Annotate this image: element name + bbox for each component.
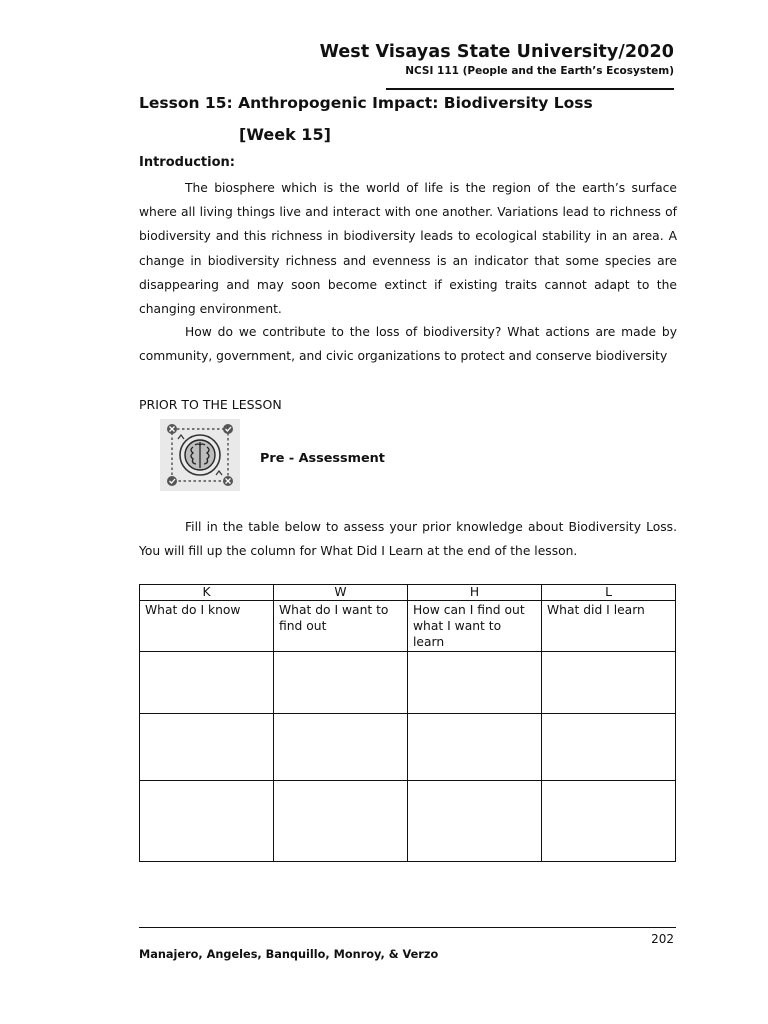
brain-cycle-icon [160, 419, 240, 491]
course-name: NCSI 111 (People and the Earth’s Ecosystem) [405, 65, 674, 77]
table-row [140, 781, 676, 862]
introduction-paragraph-1: The biosphere which is the world of life is the region of the earth’s surface where all living things live and interact with one another. Variations lead to richness of biodiversity and this richness in biodiversity leads to ecological stability in an area. A change in biodiversity richness and evenness is an indicator that some species are disappearing and may soon become extinct if existing traits cannot adapt to the changing environment. [139, 181, 677, 317]
table-header-row [140, 585, 676, 601]
instructions-paragraph: Fill in the table below to assess your prior knowledge about Biodiversity Loss. You will fill up the column for What Did I Learn at the end of the lesson. [139, 520, 677, 559]
description-k: What do I know [140, 601, 274, 652]
lesson-title: Lesson 15: Anthropogenic Impact: Biodiversity Loss [139, 94, 593, 112]
table-description-row [140, 601, 676, 652]
answer-cell-w[interactable] [274, 652, 408, 714]
footer-divider [139, 927, 676, 928]
answer-cell-h[interactable] [408, 652, 542, 714]
description-h: How can I find out what I want to learn [408, 601, 542, 652]
lesson-week: [Week 15] [239, 125, 331, 144]
answer-cell-l[interactable] [542, 652, 676, 714]
answer-cell-k[interactable] [140, 652, 274, 714]
university-name: West Visayas State University/2020 [319, 42, 674, 62]
description-l: What did I learn [542, 601, 676, 652]
answer-cell-l[interactable] [542, 714, 676, 781]
header-h: H [408, 585, 542, 601]
header-divider [386, 88, 674, 90]
authors-line: Manajero, Angeles, Banquillo, Monroy, & Verzo [139, 948, 439, 961]
table-row [140, 652, 676, 714]
answer-cell-h[interactable] [408, 714, 542, 781]
description-w: What do I want to find out [274, 601, 408, 652]
answer-cell-l[interactable] [542, 781, 676, 862]
answer-cell-w[interactable] [274, 714, 408, 781]
answer-cell-k[interactable] [140, 781, 274, 862]
answer-cell-w[interactable] [274, 781, 408, 862]
answer-cell-k[interactable] [140, 714, 274, 781]
kwhl-table [139, 584, 676, 862]
prior-to-lesson-heading: PRIOR TO THE LESSON [139, 397, 282, 412]
pre-assessment-label: Pre - Assessment [260, 451, 385, 466]
header-w: W [274, 585, 408, 601]
page-number: 202 [651, 932, 674, 946]
introduction-heading: Introduction: [139, 155, 235, 170]
table-row [140, 714, 676, 781]
header-k: K [140, 585, 274, 601]
answer-cell-h[interactable] [408, 781, 542, 862]
introduction-paragraph-2: How do we contribute to the loss of biodiversity? What actions are made by community, government, and civic organizations to protect and conserve biodiversity [139, 325, 677, 364]
header-l: L [542, 585, 676, 601]
